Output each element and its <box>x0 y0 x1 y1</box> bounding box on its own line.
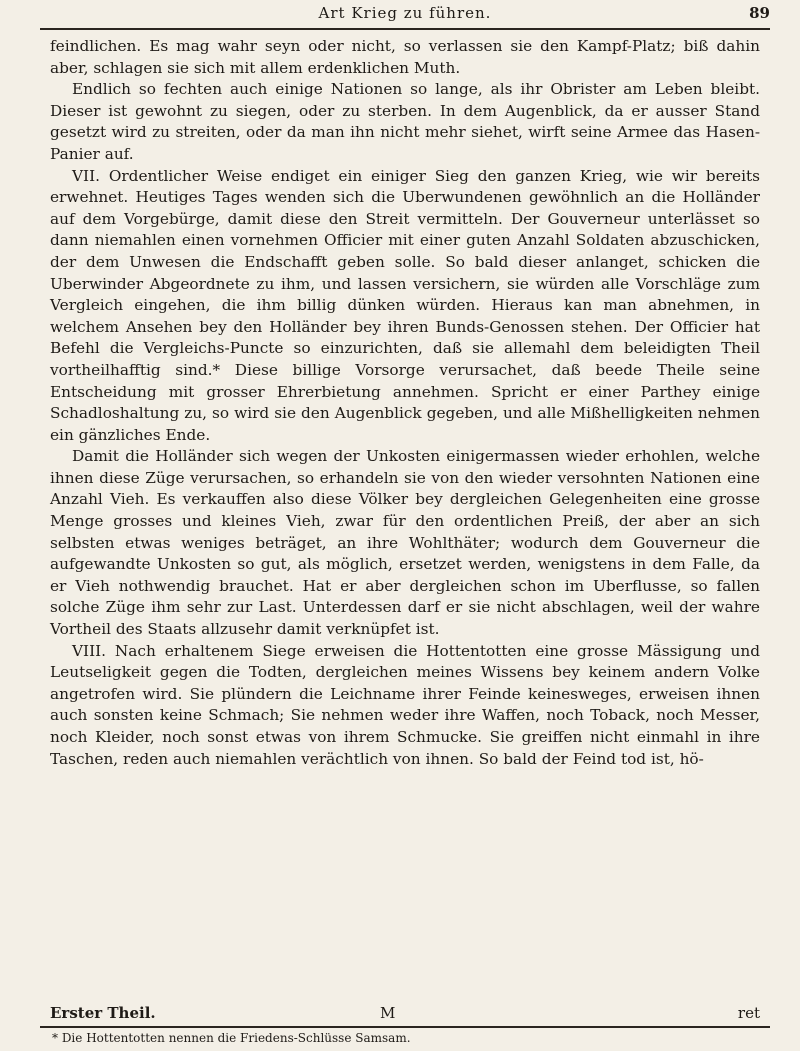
page-header <box>40 4 770 26</box>
paragraph-5-text: Nach erhaltenem Siege erweisen die Hottentotten eine grosse Mässigung und Leutseligkeit gegen die Todten, dergleichen meines Wissens bey keinem andern Volke angetrofen wird. Sie plündern die Leichname ihrer Feinde keinesweges, erweisen ihnen auch sonsten keine Schmach; Sie nehmen weder ihre Waffen, noch Toback, noch Messer, noch Kleider, noch sonst etwas von ihrem Schmucke. Sie greiffen nicht einmahl in ihre Taschen, reden auch niemahlen verächtlich von ihnen. So bald der Feind tod ist, hö- <box>50 641 760 768</box>
running-title: Art Krieg zu führen. <box>318 4 492 22</box>
section-number-vii: VII. <box>72 166 100 185</box>
paragraph-1 <box>50 36 760 79</box>
catchword: ret <box>737 1004 760 1022</box>
paragraph-1-text: feindlichen. Es mag wahr seyn oder nicht, so verlassen sie den Kampf-Platz; biß dahin aber, schlagen sie sich mit allem erdenklichen Muth. <box>50 37 760 77</box>
header-rule <box>40 28 770 30</box>
paragraph-4 <box>50 446 760 640</box>
signature-mark: M <box>380 1004 396 1022</box>
paragraph-3-text: Ordentlicher Weise endiget ein einiger Sieg den ganzen Krieg, wie wir bereits erwehnet. Heutiges Tages wenden sich die Uberwundenen gewöhnlich an die Holländer auf dem Vorgebürge, damit diese den Streit vermitteln. Der Gouverneur unterlässet so dann niemahlen einen vornehmen Officier mit einer guten Anzahl Soldaten abzuschicken, der dem Unwesen die Endschafft geben solle. So bald dieser anlanget, schicken die Uberwinder Abgeordnete zu ihm, und lassen versichern, sie würden alle Vorschläge zum Vergleich eingehen, die ihm billig dünken würden. Hieraus kan man abnehmen, in welchem Ansehen bey den Holländer bey ihren Bunds-Genossen stehen. Der Officier hat Befehl die Vergleichs-Puncte so einzurichten, daß sie allemahl dem beleidigten Theil vortheilhafftig sind.* Diese billige Vorsorge verursachet, daß beede Theile seine Entscheidung mit grosser Ehrerbietung annehmen. Spricht er einer Parthey einige Schadloshaltung zu, so wird sie den Augenblick gegeben, und alle Mißhelligkeiten nehmen ein gänzliches Ende. <box>50 166 760 444</box>
paragraph-section-viii <box>50 641 760 771</box>
footnote: * Die Hottentotten nennen die Friedens-Schlüsse Samsam. <box>52 1031 411 1045</box>
paragraph-2 <box>50 79 760 165</box>
paragraph-section-vii <box>50 166 760 447</box>
paragraph-2-text: Endlich so fechten auch einige Nationen so lange, als ihr Obrister am Leben bleibt. Dieser ist gewohnt zu siegen, oder zu sterben. In dem Augenblick, da er ausser Stand gesetzt wird zu streiten, oder da man ihn nicht mehr siehet, wirft seine Armee das Hasen-Panier auf. <box>50 80 760 163</box>
signature-line <box>50 1004 760 1024</box>
paragraph-4-text: Damit die Holländer sich wegen der Unkosten einigermassen wieder erhohlen, welche ihnen diese Züge verursachen, so erhandeln sie von den wieder versohnten Nationen eine Anzahl Vieh. Es verkauffen also diese Völker bey dergleichen Gelegenheiten eine grosse Menge grosses und kleines Vieh, zwar für den ordentlichen Preiß, der aber an sich selbsten etwas weniges beträget, an ihre Wohlthäter; wodurch dem Gouverneur die aufgewandte Unkosten so gut, als möglich, ersetzet werden, wenigstens in dem Falle, da er Vieh nothwendig brauchet. Hat er aber dergleichen schon im Uberflusse, so fallen solche Züge ihm sehr zur Last. Unterdessen darf er sie nicht abschlagen, weil der wahre Vortheil des Staats allzusehr damit verknüpfet ist. <box>50 447 760 639</box>
section-number-viii: VIII. <box>72 641 107 660</box>
footnote-rule <box>40 1026 770 1028</box>
page-number: 89 <box>749 4 770 22</box>
volume-signature: Erster Theil. <box>50 1004 156 1022</box>
body-text <box>50 36 760 770</box>
